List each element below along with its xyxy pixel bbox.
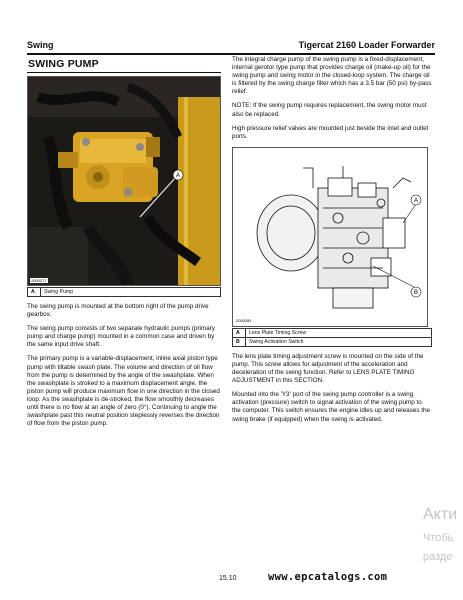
swing-pump-illustration xyxy=(28,77,220,285)
watermark-line: Акти xyxy=(423,506,458,523)
pump-diagram-photo xyxy=(232,147,428,327)
caption-row xyxy=(233,328,432,337)
right-column xyxy=(232,56,432,430)
caption-row xyxy=(233,337,432,346)
callout-b-label: B xyxy=(413,289,419,296)
left-column xyxy=(27,58,221,434)
caption-key: A xyxy=(28,288,41,297)
caption-label: Swing Activation Switch xyxy=(246,337,432,346)
figure-id: 2000281 xyxy=(236,317,252,323)
caption-key: A xyxy=(233,328,246,337)
caption-row xyxy=(28,288,221,297)
section-name: Swing xyxy=(27,40,54,50)
header-rule xyxy=(27,53,435,55)
watermark-line: Чтобь xyxy=(423,532,454,544)
page-number: 15.10 xyxy=(219,575,237,582)
heading-rule xyxy=(27,72,221,73)
figure-caption-table xyxy=(27,287,221,297)
page-header xyxy=(27,40,435,54)
footer-url: www.epcatalogs.com xyxy=(268,571,388,583)
caption-key: B xyxy=(233,337,246,346)
paragraph: High pressure relief valves are mounted just beside the inlet and outlet ports. xyxy=(232,124,429,140)
figure-id: 2000277 xyxy=(31,278,47,283)
watermark-line: разде xyxy=(423,551,453,563)
paragraph: Mounted into the 'Y3' port of the swing pump controller is a swing activation (pressure) switch to signal activation of the swing pump to the computer. This switch ensures the engine idles up and releases the swing brake (if equipped) when the swing is activated. xyxy=(232,391,431,423)
caption-label: Lens Plate Timing Screw xyxy=(246,328,432,337)
paragraph: The integral charge pump of the swing pump is a fixed-displacement, internal gerotor type pump that provides charge oil (make-up oil) for the swing pump and swing motor in the closed-loop system. The charge oil is filtered by the swing charge filter which has a 3.5 bar (50 psi) by-pass relief. xyxy=(232,56,432,96)
pump-diagram-illustration xyxy=(233,148,427,326)
swing-pump-photo xyxy=(27,76,221,286)
paragraph: The primary pump is a variable-displacement, inline axial piston type pump with tiltable swash plate. The volume and direction of oil flow from the pump is determined by the angle of the swashplate. When the swashplate is stroked to a maximum displacement angle, the piston pump will produce maximum flow in one direction in the closed loop. As the swashplate is de-stroked, the flow smoothly decreases until there is no flow at an angle of zero (0°). Continuing to angle the swashplate past this neutral position steplessly reverses the direction of flow from the piston pump. xyxy=(27,355,220,428)
callout-a-label: A xyxy=(413,197,419,204)
section-heading: SWING PUMP xyxy=(28,58,99,70)
note-paragraph: NOTE: If the swing pump requires replacement, the swing motor must also be replaced. xyxy=(232,102,427,118)
paragraph: The lens plate timing adjustment screw is mounted on the side of the pump. This screw allows for adjustment of the acceleration and deceleration of the swing function. Refer to LENS PLATE TIMING ADJUSTMENT in this SECTION. xyxy=(232,352,424,385)
paragraph: The swing pump is mounted at the bottom right of the pump drive gearbox. xyxy=(27,303,209,319)
figure-caption-table xyxy=(232,328,432,347)
caption-label: Swing Pump xyxy=(41,288,221,297)
callout-a-label: A xyxy=(175,173,181,179)
document-title: Tigercat 2160 Loader Forwarder xyxy=(298,40,435,50)
paragraph: The swing pump consists of two separate hydraulic pumps (primary pump and charge pump) mounted in a common case and driven by the same input drive shaft. xyxy=(27,325,215,349)
